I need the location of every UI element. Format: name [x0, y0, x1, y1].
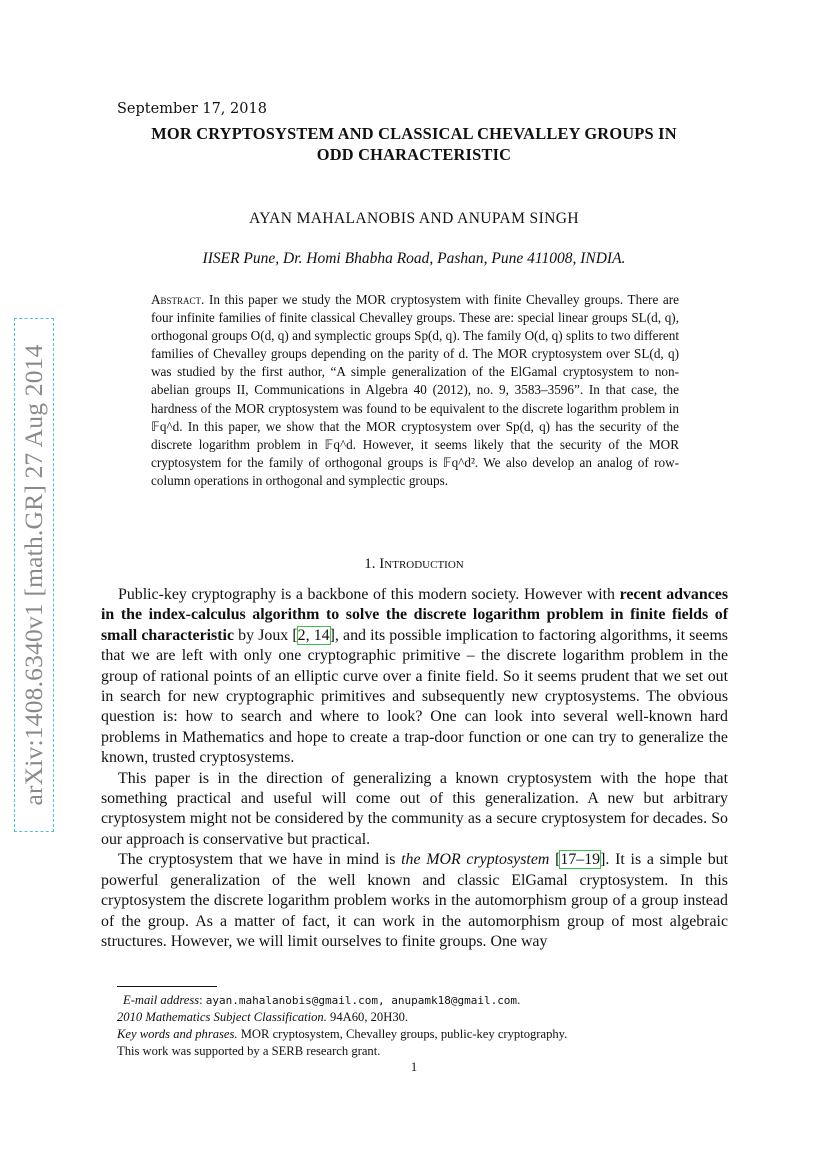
p1-text-c: ], and its possible implication to factoring algorithms, it seems that we are left with only one cryptographic primitive – the discrete logarithm problem in the group of rational points of an elliptic curve over a finite field. So it seems prudent that we set out in search for new cryptographic primitives and subsequently new cryptosystems. The obvious question is: how to search and where to look? One can look into several well-known hard problems in Mathematics and hope to create a trap-door function or one can try to generalize the known, trusted cryptosystems.: [101, 626, 728, 767]
paper-title: [100, 123, 728, 165]
keywords-value: MOR cryptosystem, Chevalley groups, public-key cryptography.: [240, 1027, 568, 1041]
section-number: 1.: [364, 556, 376, 572]
authors: AYAN MAHALANOBIS AND ANUPAM SINGH: [249, 210, 579, 227]
p3-text-a: The cryptosystem that we have in mind is: [118, 851, 402, 869]
email-value[interactable]: ayan.mahalanobis@gmail.com, anupamk18@gmail.com: [205, 994, 518, 1007]
page-number: 1: [410, 1060, 418, 1074]
abstract-text: In this paper we study the MOR cryptosystem with finite Chevalley groups. There are four infinite families of finite classical Chevalley groups. These are: special linear groups SL(d, q), orthogonal groups O(d, q) and symplectic groups Sp(d, q). The family O(d, q) splits to two different families of Chevalley groups depending on the parity of d. The MOR cryptosystem over SL(d, q) was studied by the first author, “A simple generalization of the ElGamal cryptosystem to non-abelian groups II, Communications in Algebra 40 (2012), no. 9, 3583–3596”. In that case, the hardness of the MOR cryptosystem was found to be equivalent to the discrete logarithm problem in 𝔽q^d. In this paper, we show that the MOR cryptosystem over Sp(d, q) has the security of the discrete logarithm problem in 𝔽q^d. However, it seems likely that the security of the MOR cryptosystem for the family of orthogonal groups is 𝔽q^d². We also develop an analog of row-column operations in orthogonal and symplectic groups.: [151, 292, 680, 488]
paragraph-2: This paper is in the direction of generalizing a known cryptosystem with the hope that something practical and useful will come out of this generalization. A new but arbitrary cryptosystem might not be considered by the community as a secure cryptosystem for decades. So our approach is conservative but practical.: [101, 769, 728, 848]
arxiv-id: arXiv:1408.6340v1 [math.GR] 27 Aug 2014: [19, 344, 48, 806]
p3-text-b: [: [549, 851, 561, 869]
footnote-keywords: [117, 1026, 728, 1042]
email-label: E-mail address: [123, 993, 200, 1007]
footnote-rule: [117, 986, 217, 987]
p1-bold: recent advances in the index-calculus algorithm to solve the discrete logarithm problem in finite fields of small characteristic: [101, 586, 729, 644]
abstract: [151, 291, 679, 490]
keywords-label: Key words and phrases.: [117, 1027, 238, 1041]
arxiv-stamp: [14, 318, 54, 832]
title-line-1: MOR CRYPTOSYSTEM AND CLASSICAL CHEVALLEY GROUPS IN: [151, 124, 677, 143]
p3-italic: the MOR cryptosystem: [401, 851, 550, 869]
msc-value: 94A60, 20H30.: [330, 1010, 409, 1024]
section-heading: [100, 556, 728, 573]
affiliation: IISER Pune, Dr. Homi Bhabha Road, Pashan, Pune 411008, INDIA.: [202, 250, 626, 267]
title-line-2: ODD CHARACTERISTIC: [316, 145, 512, 164]
body-text: [101, 585, 728, 952]
citation-link[interactable]: 17–19: [560, 851, 601, 869]
date: September 17, 2018: [117, 101, 267, 117]
footnote-msc: [117, 1009, 728, 1025]
paragraph-3: [101, 850, 728, 952]
p1-text-b: by Joux [: [234, 626, 298, 644]
citation-link[interactable]: 2, 14: [297, 626, 330, 644]
paragraph-1: [101, 585, 728, 769]
p1-text-a: Public-key cryptography is a backbone of this modern society. However with: [118, 586, 620, 603]
msc-label: 2010 Mathematics Subject Classification.: [117, 1010, 327, 1024]
footnote-grant: This work was supported by a SERB research grant.: [117, 1044, 381, 1058]
p3-text-c: ]. It is a simple but powerful generalization of the well known and classic ElGamal cryptosystem. In this cryptosystem the discrete logarithm problem works in the automorphism group of a group instead of the group. As a matter of fact, it can work in the automorphism group of most algebraic structures. However, we will limit ourselves to finite groups. One way: [101, 851, 729, 950]
section-title: Introduction: [379, 556, 464, 572]
abstract-label: Abstract.: [151, 292, 205, 307]
footnote-email: E-mail address: ayan.mahalanobis@gmail.com, anupamk18@gmail.com.: [123, 993, 521, 1007]
